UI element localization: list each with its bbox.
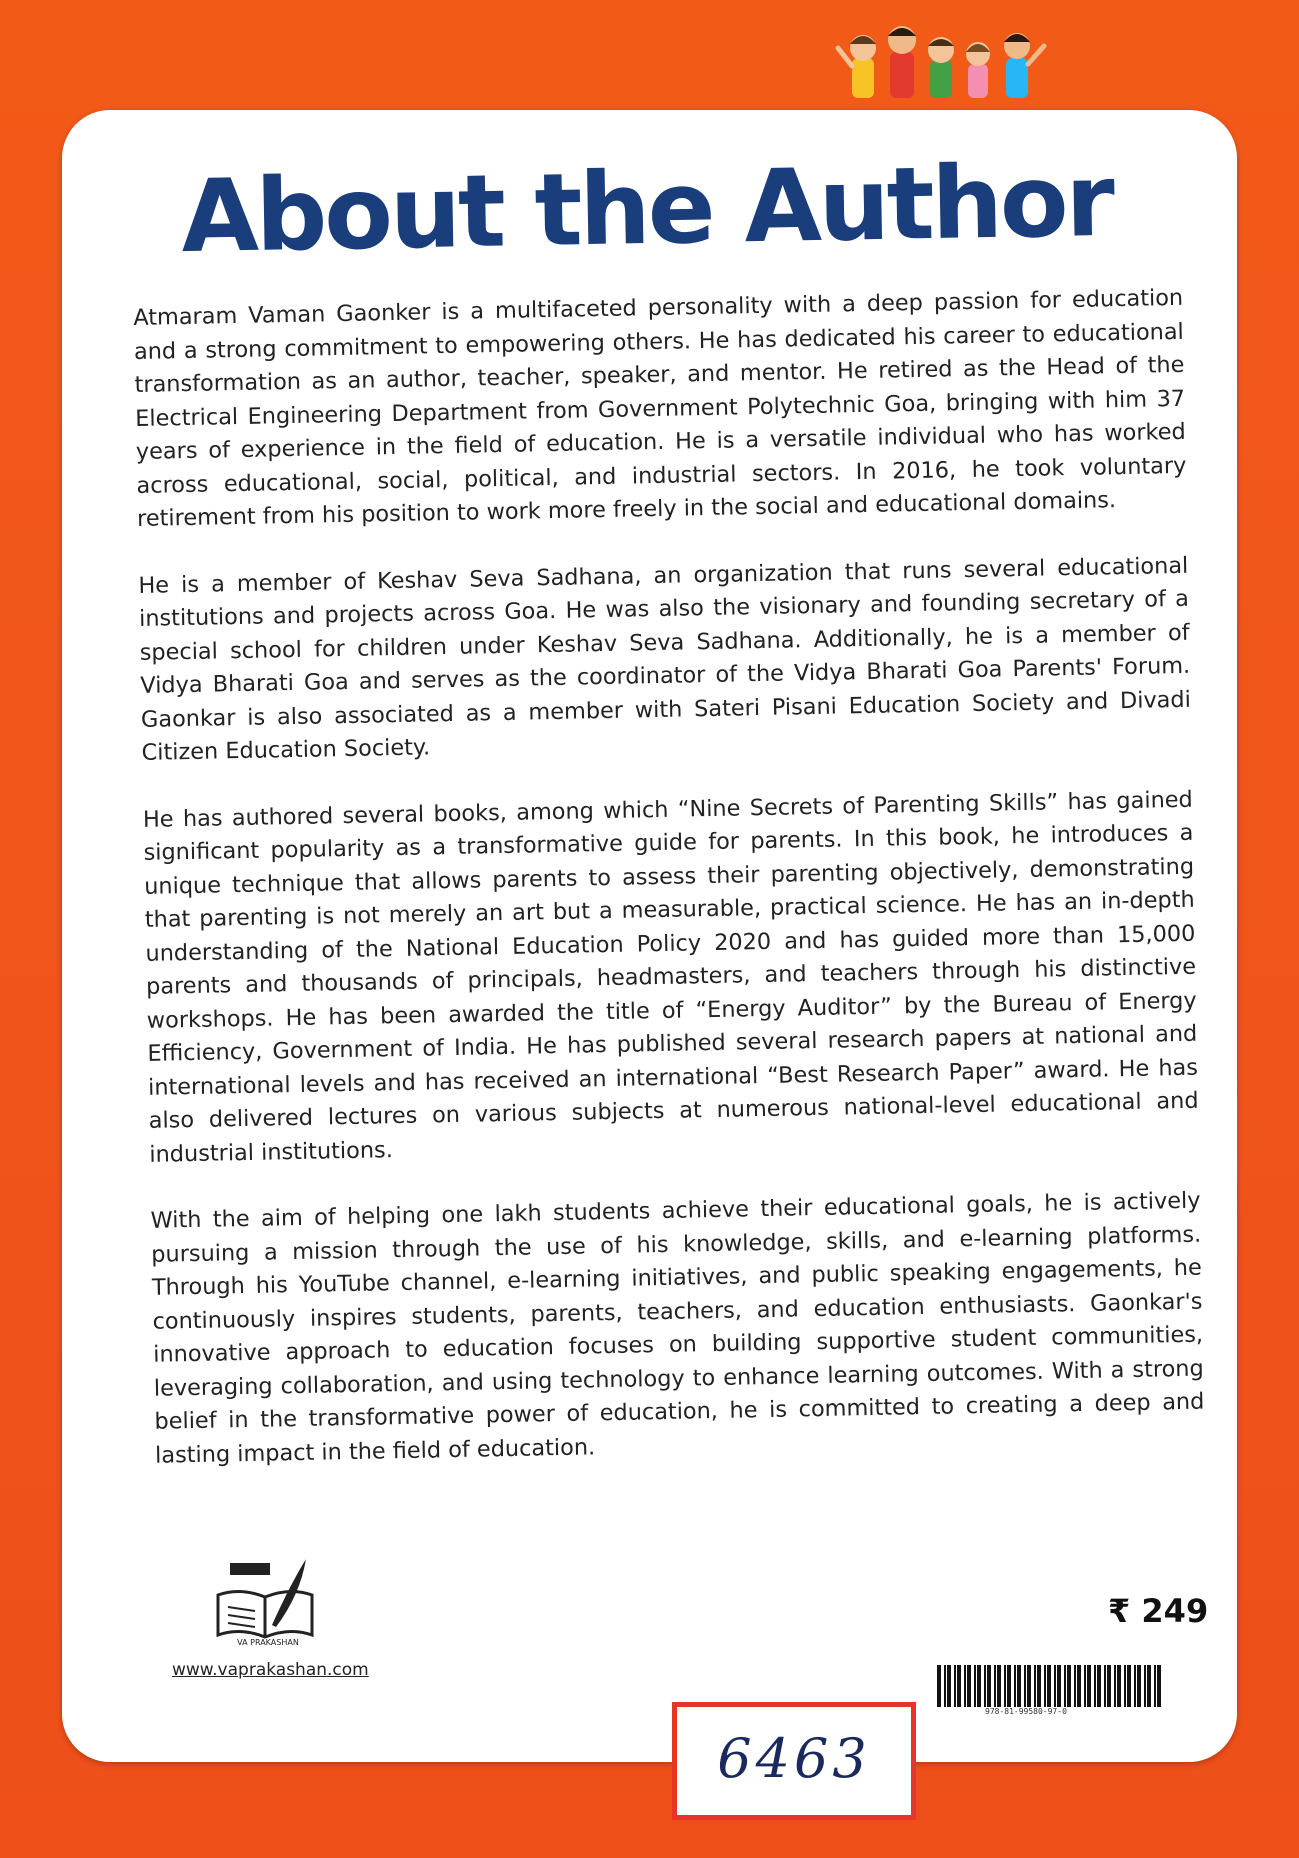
- publisher-logo-icon: [210, 1555, 320, 1645]
- barcode: [935, 1665, 1167, 1707]
- children-illustration: [830, 18, 1100, 106]
- publisher-name: VA PRAKASHAN: [237, 1638, 299, 1647]
- page-title: About the Author: [180, 141, 1113, 276]
- bio-paragraph: With the aim of helping one lakh students achieve their educational goals, he is actively pursuing a mission through the use of his knowledge, skills, and e-learning platforms. Through his YouTube channel, e-learning initiatives, and public speaking engagements, he continuously inspires students, parents, teachers, and education enthusiasts. Gaonkar's innovative approach to education focuses on building supportive student communities, leveraging collaboration, and using technology to enhance learning outcomes. With a strong belief in the transformative power of education, he is committed to creating a deep and lasting impact in the field of education.: [150, 1187, 1205, 1469]
- author-bio: [133, 282, 1206, 1506]
- bio-paragraph: He has authored several books, among which “Nine Secrets of Parenting Skills” has gained significant popularity as a transformative guide for parents. In this book, he introduces a unique technique that allows parents to assess their parenting objectively, demonstrating that parenting is not merely an art but a measurable, practical science. He has an in-depth understanding of the National Education Policy 2020 and has guided more than 15,000 parents and thousands of principals, headmasters, and teachers through his distinctive workshops. He has been awarded the title of “Energy Auditor” by the Bureau of Energy Efficiency, Government of India. He has published several research papers at national and international levels and has received an international “Best Research Paper” award. He has also delivered lectures on various subjects at numerous national-level educational and industrial institutions.: [142, 786, 1199, 1168]
- isbn-number: 978-81-99580-97-0: [985, 1707, 1067, 1716]
- price-label: ₹ 249: [1108, 1592, 1209, 1630]
- publisher-website-link[interactable]: www.vaprakashan.com: [172, 1660, 369, 1680]
- bio-paragraph: He is a member of Keshav Seva Sadhana, an organization that runs several educational institutions and projects across Goa. He was also the visionary and founding secretary of a special school for children under Keshav Seva Sadhana. Additionally, he is a member of Vidya Bharati Goa and serves as the coordinator of the Vidya Bharati Goa Parents' Forum. Gaonkar is also associated as a member with Sateri Pisani Education Society and Divadi Citizen Education Society.: [138, 552, 1192, 766]
- bio-paragraph: Atmaram Vaman Gaonker is a multifaceted personality with a deep passion for education and a strong commitment to empowering others. He has dedicated his career to educational transformation as an author, teacher, speaker, and mentor. He retired as the Head of the Electrical Engineering Department from Government Polytechnic Goa, bringing with him 37 years of experience in the field of education. He is a versatile individual who has worked across educational, social, political, and industrial sectors. In 2016, he took voluntary retirement from his position to work more freely in the social and educational domains.: [133, 284, 1187, 532]
- library-sticker: [672, 1702, 916, 1820]
- sticker-number: 6463: [717, 1727, 871, 1790]
